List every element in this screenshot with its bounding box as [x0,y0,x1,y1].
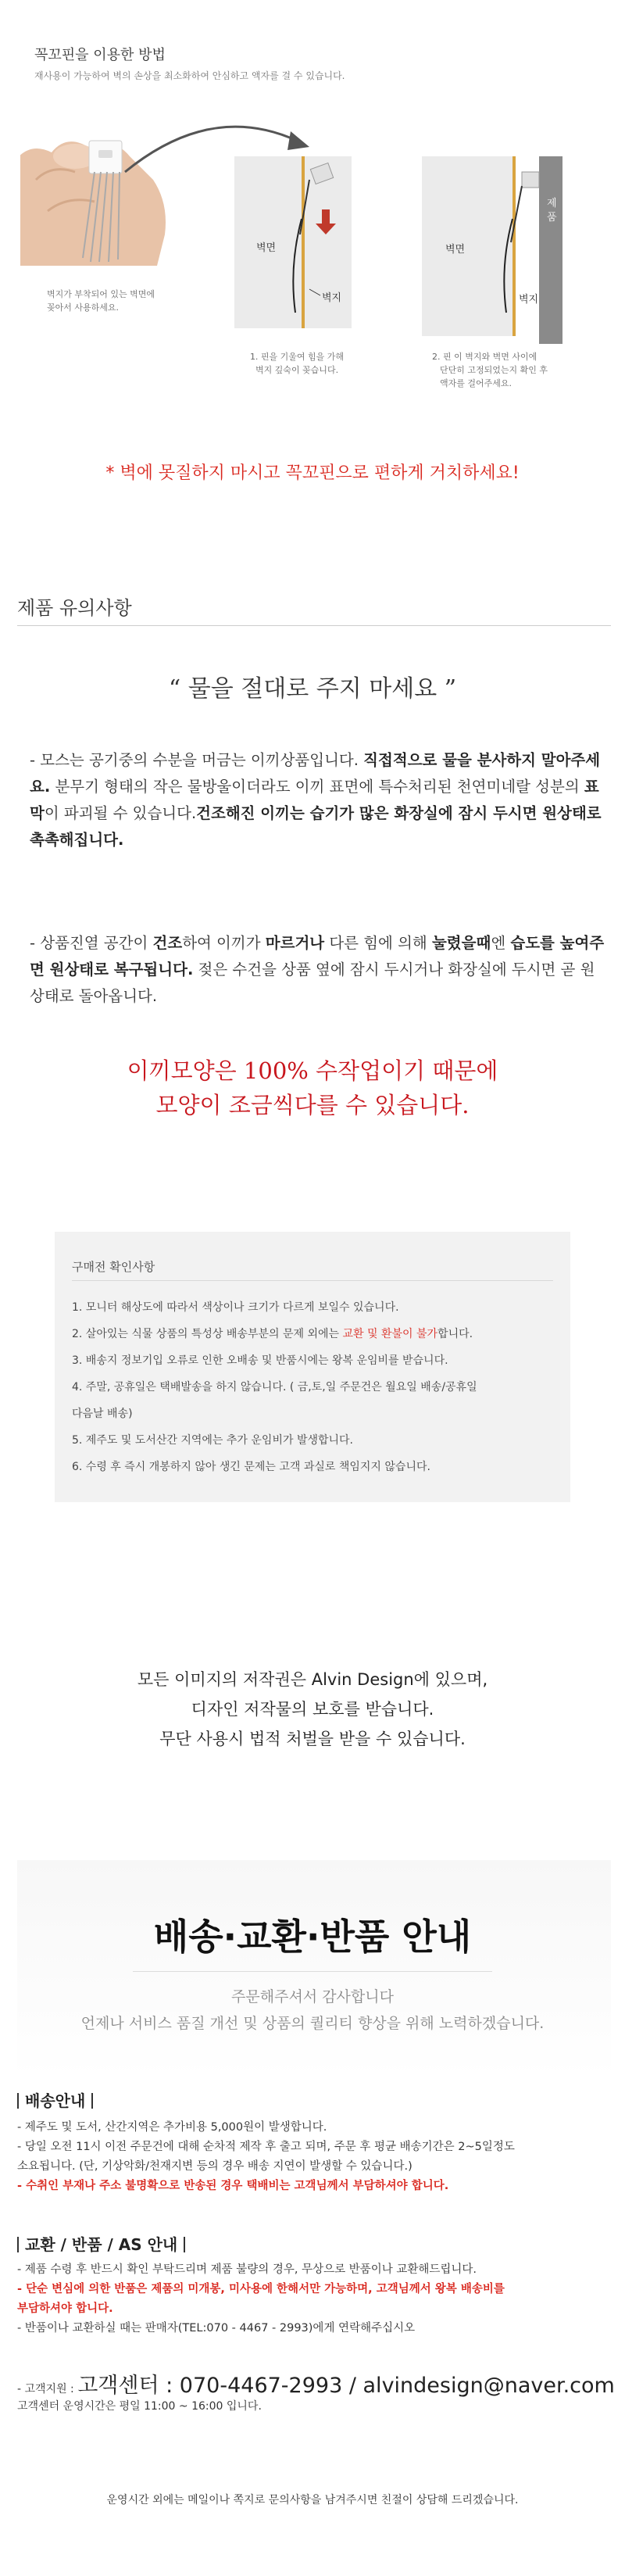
text-segment: 건조 [152,934,183,952]
wallpaper-label: 벽지 [322,292,342,304]
text-segment: 습도를 높여주면 원상태로 복구됩니다. [30,934,605,979]
checklist-item: 3. 배송지 정보기입 오류로 인한 오배송 및 반품시에는 왕복 운임비를 받습니다. [72,1354,448,1367]
wall-label: 벽면 [445,244,466,256]
info-line: - 당일 오전 11시 이전 주문건에 대해 순차적 제작 후 출고 되며, 주문 후 평균 배송기간은 2~5일정도 [17,2141,515,2153]
wallpaper-label: 벽지 [519,294,539,306]
product-label: 제품 [547,198,557,224]
info-line: - 반품이나 교환하실 때는 판매자(TEL:070 - 4467 - 2993)에게 연락해주십시오 [17,2322,416,2334]
moss-care-paragraph [30,747,608,853]
info-line: - 제품 수령 후 반드시 확인 부탁드리며 제품 불량의 경우, 무상으로 반품이나 교환해드립니다. [17,2263,477,2276]
delivery-title: 배송·교환·반품 안내 [153,1916,472,1958]
checklist-item: 1. 모니터 해상도에 따라서 색상이나 크기가 다르게 보일수 있습니다. [72,1301,399,1314]
moss-recovery-paragraph [30,930,608,1010]
text-segment: 엔 [491,934,511,952]
no-water-quote: “ 물을 절대로 주지 마세요 ” [168,675,457,703]
info-line: 부담하셔야 합니다. [17,2302,113,2315]
divider [72,1280,553,1281]
checklist-item: 5. 제주도 및 도서산간 지역에는 추가 운임비가 발생합니다. [72,1434,354,1447]
text-segment: - 상품진열 공간이 [30,934,153,952]
text-segment: 분무기 형태의 작은 물방울이더라도 이끼 표면에 특수처리된 천연미네랄 성분의 [50,778,584,796]
pin-method-title: 꼭꼬핀을 이용한 방법 [34,47,166,63]
pre-purchase-title: 구매전 확인사항 [72,1260,155,1274]
info-line: - 수취인 부재나 주소 불명확으로 반송된 경우 택배비는 고객님께서 부담하셔야 합니다. [17,2180,449,2192]
checklist-item: 4. 주말, 공휴일은 택배발송을 하지 않습니다. ( 금,토,일 주문건은 월요일 배송/공휴일 [72,1381,477,1394]
text-segment: 눌렸을때 [431,934,491,952]
text-segment: 하여 이끼가 [182,934,266,952]
product-notes-header: 제품 유의사항 [17,597,132,619]
info-line: - 제주도 및 도서, 산간지역은 추가비용 5,000원이 발생합니다. [17,2121,327,2134]
text-segment: 건조해진 이끼는 습기가 많은 화장실에 잠시 두시면 원상태로 촉촉해집니다. [30,804,602,849]
step1-diagram [234,156,352,328]
return-info-title: 교환 / 반품 / AS 안내 [17,2232,191,2255]
checklist-item: 6. 수령 후 즉시 개봉하지 않아 생긴 문제는 고객 과실로 책임지지 않습니다. [72,1461,430,1473]
support-contact: 고객센터 : 070-4467-2993 / alvindesign@naver.com [77,2374,615,2398]
pin-photo-caption: 벽지가 부착되어 있는 벽면에 꽂아서 사용하세요. [47,289,155,313]
customer-support-line: - 고객지원 : 고객센터 : 070-4467-2993 / alvindesign@naver.com [17,2374,615,2398]
info-line: 소요됩니다. (단, 기상악화/천재지변 등의 경우 배송 지연이 발생할 수 있습니다.) [17,2160,412,2173]
text-segment: - 모스는 공기중의 수분을 머금는 이끼상품입니다. [30,751,364,769]
text-segment: 이 파괴될 수 있습니다. [44,804,197,822]
return-info-lines [17,2260,611,2338]
text-segment: 젖은 수건을 상품 옆에 잠시 두시거나 화장실에 두시면 곧 원상태로 돌아옵니다. [30,961,595,1005]
support-hours: 고객센터 운영시간은 평일 11:00 ~ 16:00 입니다. [17,2400,262,2413]
pre-purchase-box [55,1232,570,1502]
checklist-item: 2. 살아있는 식물 상품의 특성상 배송부분의 문제 외에는 교환 및 환불이 불가합니다. [72,1328,473,1340]
step2-diagram [422,156,570,344]
thanks-text: 주문해주셔서 감사합니다 [231,1988,394,2005]
pre-purchase-list [72,1294,556,1480]
copyright-notice: 모든 이미지의 저작권은 Alvin Design에 있으며, 디자인 저작물의 보호를 받습니다. 무단 사용시 법적 처벌을 받을 수 있습니다. [137,1670,488,1748]
footer-note: 운영시간 외에는 메일이나 쪽지로 문의사항을 남겨주시면 친절이 상담해 드리겠습니다. [106,2494,519,2506]
divider [17,625,611,626]
text-segment: 표막 [30,778,599,822]
delivery-banner-bg [17,1860,611,2079]
divider [133,1971,492,1972]
no-nail-warning: * 벽에 못질하지 마시고 꼭꼬핀으로 편하게 거치하세요! [105,463,520,483]
text-segment: 직접적으로 물을 분사하지 말아주세요. [30,751,601,796]
text-segment: 다른 힘에 의해 [324,934,432,952]
handmade-notice: 이끼모양은 100% 수작업이기 때문에 모양이 조금씩다를 수 있습니다. [127,1057,498,1118]
info-line: - 단순 변심에 의한 반품은 제품의 미개봉, 미사용에 한해서만 가능하며, 고객님께서 왕복 배송비를 [17,2283,505,2295]
shipping-info-lines [17,2118,611,2196]
pin-method-subtitle: 재사용이 가능하여 벽의 손상을 최소화하여 안심하고 액자를 걸 수 있습니다. [34,70,345,81]
step1-caption: 1. 핀을 기울여 힘을 가해 벽지 깊숙이 꽂습니다. [249,352,345,375]
quality-text: 언제나 서비스 품질 개선 및 상품의 퀄리티 향상을 위해 노력하겠습니다. [80,2015,545,2032]
text-segment: 마르거나 [265,934,325,952]
step2-caption: 2. 핀 이 벽지와 벽면 사이에 단단히 고정되었는지 확인 후 액자를 걸어주세요. [432,352,548,388]
wall-label: 벽면 [256,242,277,254]
checklist-item: 다음날 배송) [72,1408,133,1420]
shipping-info-title: 배송안내 [17,2088,99,2111]
